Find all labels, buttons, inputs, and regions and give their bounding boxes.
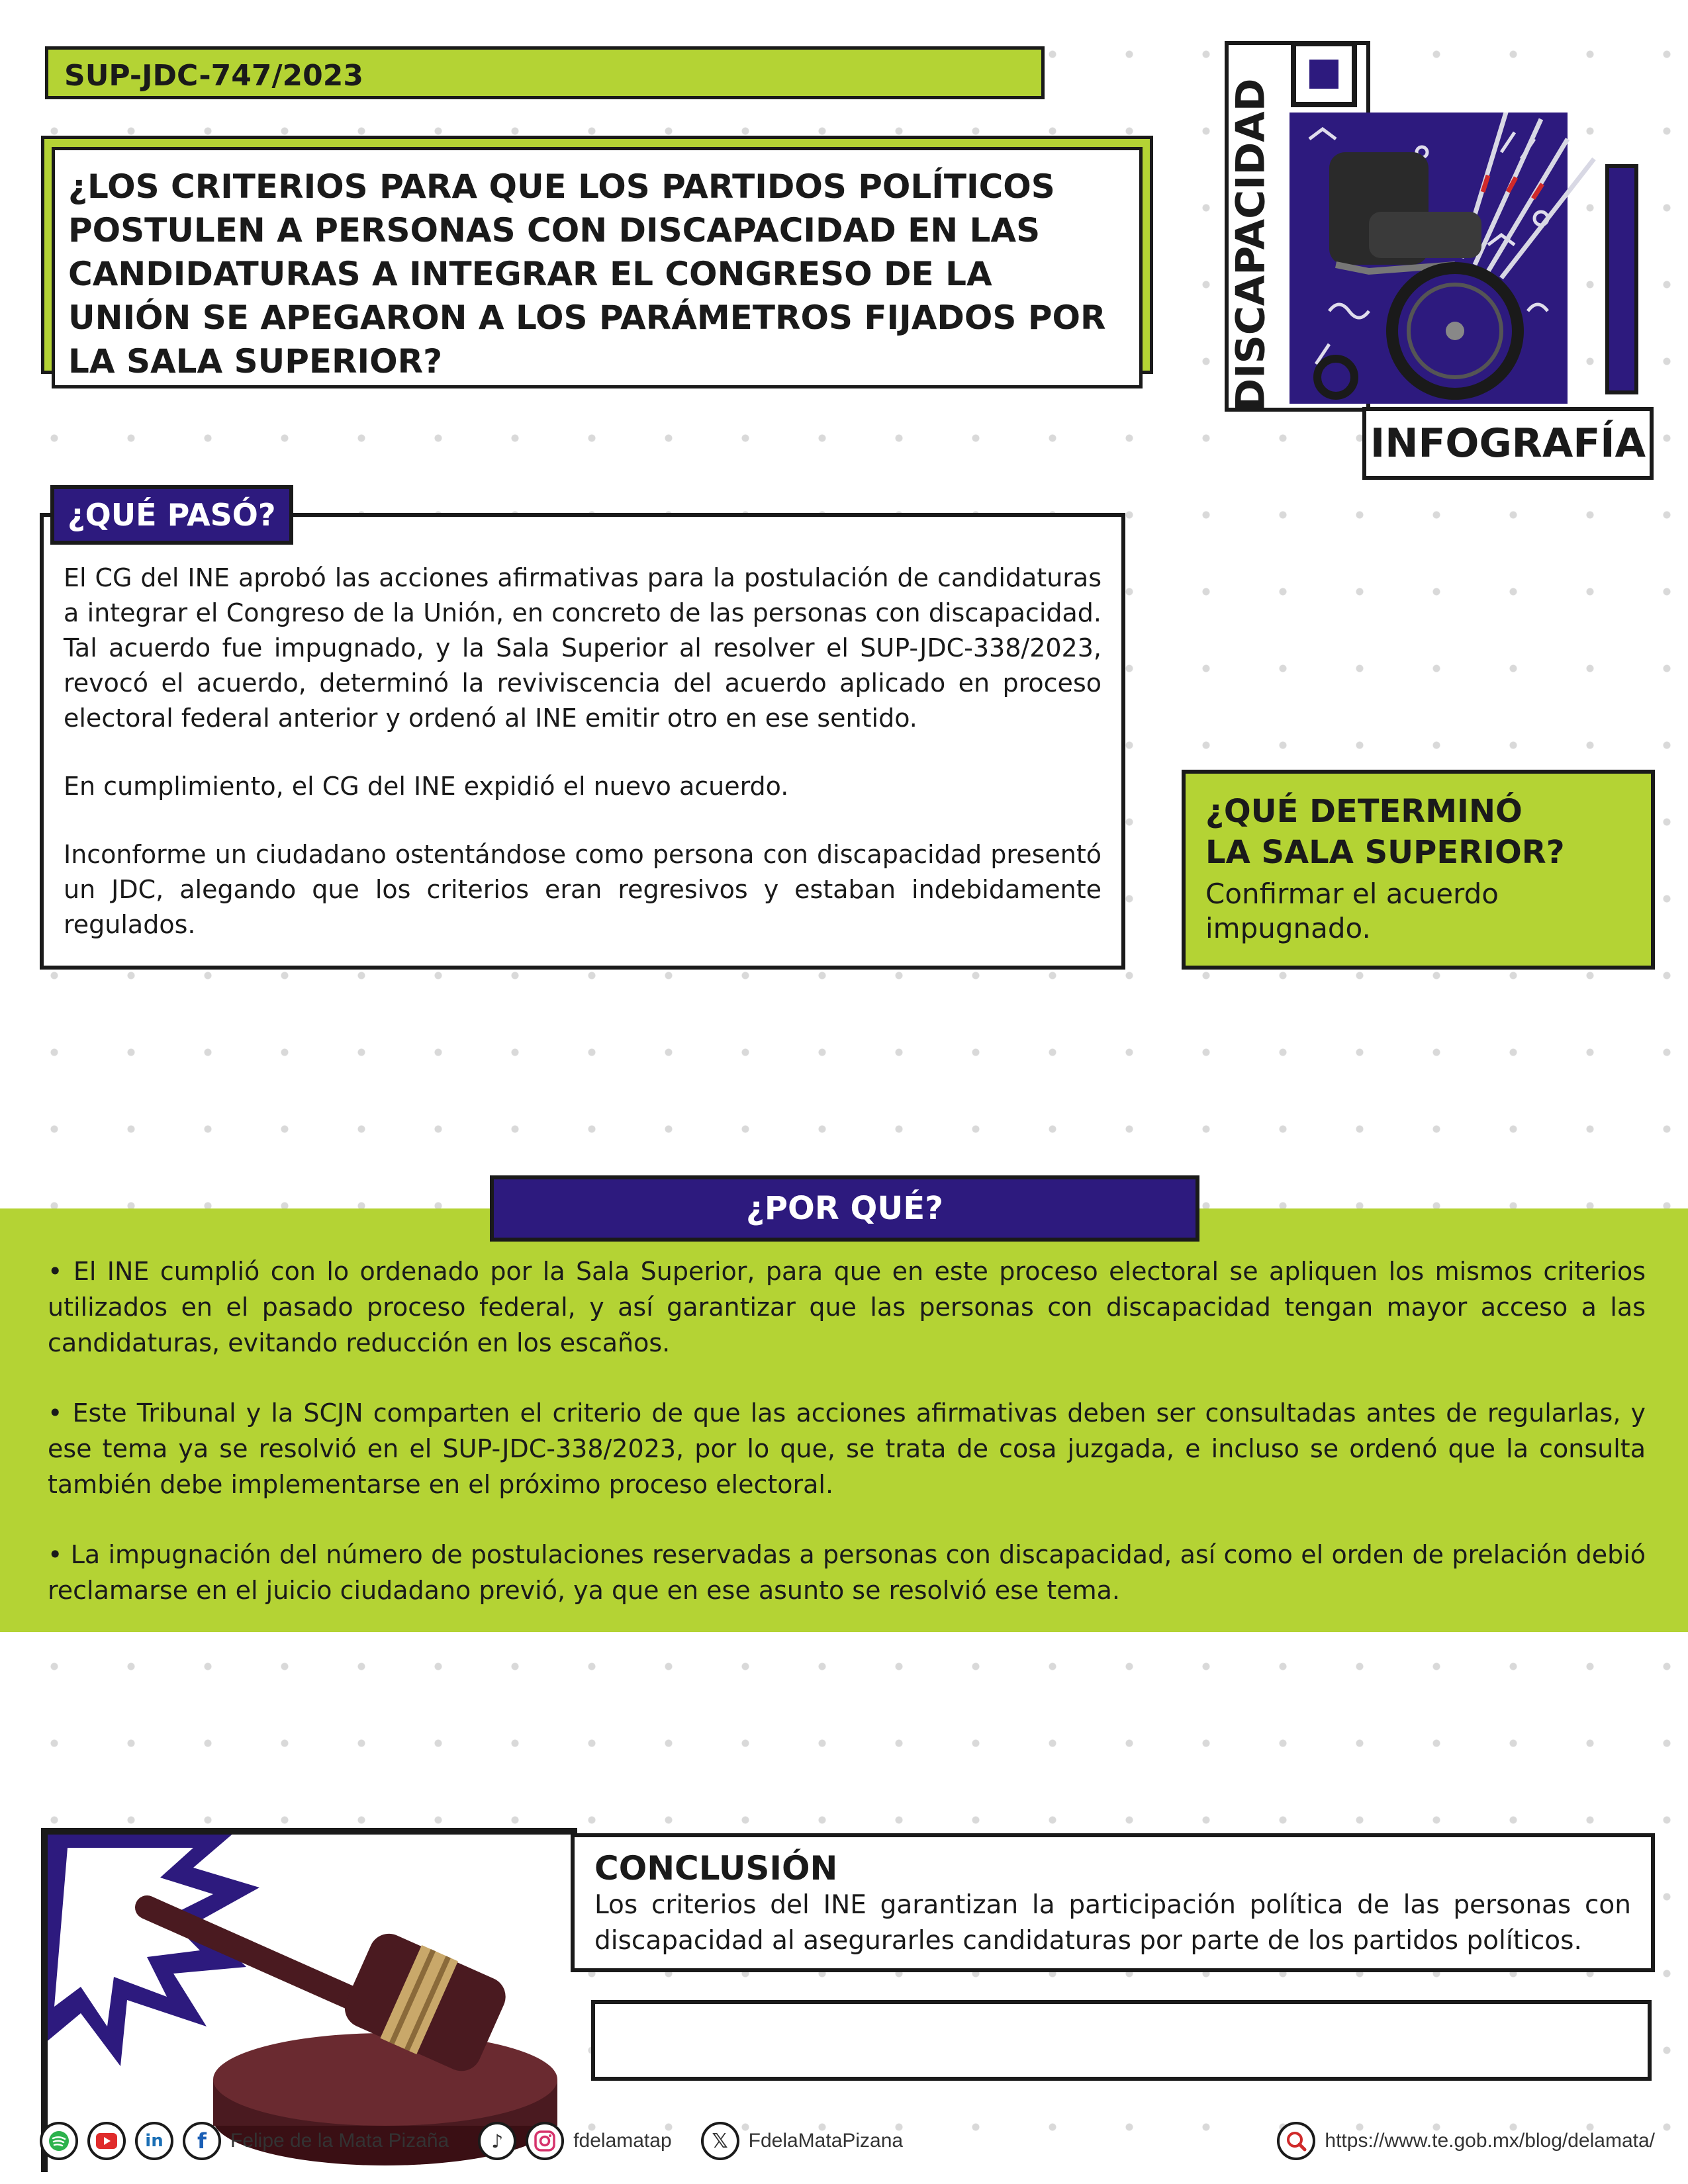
que-paso-paragraph: El CG del INE aprobó las acciones afirmativas para la postulación de candidaturas a integrar el Congreso de la Unión, en concreto de las personas con discapacidad. Tal acuerdo fue impugnado, y la Sala Superior al resolver el SUP-JDC-338/2023, revocó el acuerdo, determinó la reviviscencia del acuerdo aplicado en proceso electoral federal anterior y ordenó al INE emitir otro en ese sentido. [64, 563, 1102, 733]
que-paso-paragraph: En cumplimiento, el CG del INE expidió el nuevo acuerdo. [64, 772, 789, 801]
conclusion-heading: CONCLUSIÓN [594, 1849, 838, 1888]
x-icon[interactable]: 𝕏 [701, 2122, 739, 2160]
footer [40, 2115, 1655, 2167]
page-title: ¿LOS CRITERIOS PARA QUE LOS PARTIDOS POLÍTICOS POSTULEN A PERSONAS CON DISCAPACIDAD EN LAS CANDIDATURAS A INTEGRAR EL CONGRESO DE LA UNIÓN SE APEGARON A LOS PARÁMETROS FIJADOS POR LA SALA SUPERIOR? [52, 147, 1143, 388]
que-paso-box [40, 513, 1125, 970]
youtube-icon[interactable] [87, 2122, 126, 2160]
que-determino-box [1182, 770, 1655, 970]
instagram-icon[interactable] [526, 2122, 564, 2160]
que-determino-heading-line1: ¿QUÉ DETERMINÓ [1205, 793, 1523, 830]
por-que-point: • La impugnación del número de postulaciones reservadas a personas con discapacidad, así como el orden de prelación debió reclamarse en el juicio ciudadano previó, ya que en ese asunto se resolvió ese tema. [48, 1540, 1646, 1605]
web-search-icon[interactable] [1277, 2122, 1315, 2160]
footer-handle-x[interactable]: FdelaMataPizana [748, 2130, 904, 2152]
footer-url[interactable]: https://www.te.gob.mx/blog/delamata/ [1325, 2130, 1655, 2152]
case-number: SUP-JDC-747/2023 [45, 46, 1045, 99]
por-que-heading: ¿POR QUÉ? [490, 1175, 1199, 1242]
footer-name[interactable]: Felipe de la Mata Pizaña [230, 2130, 449, 2152]
tiktok-icon[interactable]: ♪ [478, 2122, 516, 2160]
cover-square-inner [1309, 60, 1338, 89]
por-que-points [48, 1253, 1646, 1608]
linkedin-icon[interactable]: in [135, 2122, 173, 2160]
que-determino-heading [1205, 791, 1631, 873]
que-paso-heading: ¿QUÉ PASÓ? [50, 485, 293, 545]
cover-bar [1605, 164, 1638, 394]
que-determino-heading-line2: LA SALA SUPERIOR? [1205, 834, 1565, 871]
empty-box [591, 2000, 1652, 2081]
footer-handle-tiktok-instagram[interactable]: fdelamatap [573, 2130, 672, 2152]
conclusion-box [571, 1833, 1655, 1972]
spotify-icon[interactable] [40, 2122, 78, 2160]
cover-vertical-label [1221, 78, 1281, 412]
que-determino-text: Confirmar el acuerdo impugnado. [1205, 878, 1499, 944]
por-que-point: • Este Tribunal y la SCJN comparten el criterio de que las acciones afirmativas deben ser consultadas antes de regularlas, y ese tema ya se resolvió en el SUP-JDC-338/2023, por lo que, se trata de cosa juzgada, e incluso se ordenó que la consulta también debe implementarse en el próximo proceso electoral. [48, 1398, 1646, 1499]
cover-vertical-label-text: DISCAPACIDAD [1228, 78, 1274, 412]
cover-label: INFOGRAFÍA [1362, 407, 1654, 480]
conclusion-text: Los criterios del INE garantizan la participación política de las personas con discapacidad al asegurarles candidaturas por parte de los partidos políticos. [594, 1890, 1631, 1956]
por-que-point: • El INE cumplió con lo ordenado por la Sala Superior, para que en este proceso electoral se apliquen los mismos criterios utilizados en el pasado proceso federal, y así garantizar que las personas con discapacidad tengan mayor acceso a las candidaturas, evitando reducción en los escaños. [48, 1257, 1646, 1357]
que-paso-paragraph: Inconforme un ciudadano ostentándose como persona con discapacidad presentó un JDC, alegando que los criterios eran regresivos y estaban indebidamente regulados. [64, 840, 1102, 939]
facebook-icon[interactable]: f [183, 2122, 221, 2160]
wheelchair-icon [1289, 113, 1607, 404]
